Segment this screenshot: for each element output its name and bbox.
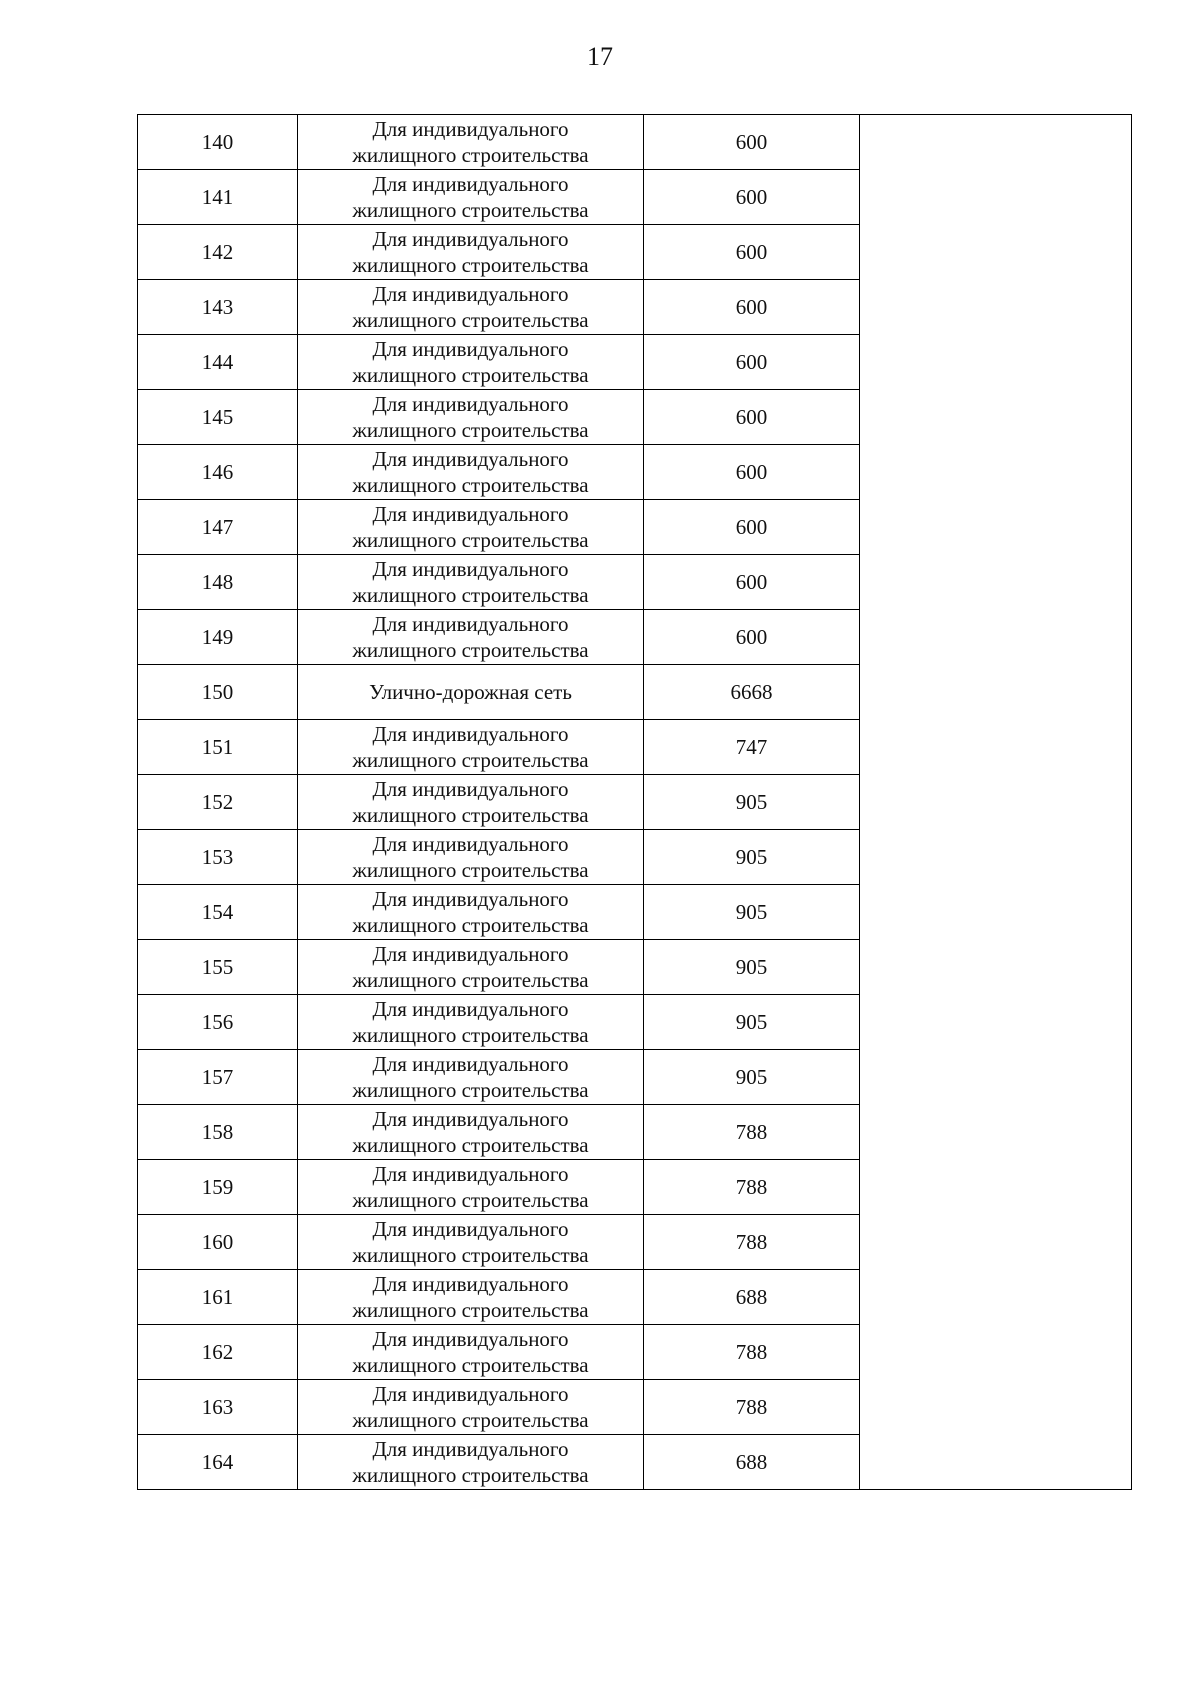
plot-number-cell: 163 (138, 1380, 298, 1435)
permitted-use-line: жилищного строительства (352, 803, 589, 827)
permitted-use-line: жилищного строительства (352, 913, 589, 937)
table-row (138, 115, 1132, 170)
permitted-use-line: жилищного строительства (352, 1188, 589, 1212)
permitted-use-line: жилищного строительства (352, 308, 589, 332)
area-cell: 600 (644, 500, 860, 555)
area-cell: 905 (644, 940, 860, 995)
permitted-use-cell (298, 1215, 644, 1270)
plot-number-cell: 153 (138, 830, 298, 885)
permitted-use-line: Для индивидуального (372, 172, 569, 196)
permitted-use-line: жилищного строительства (352, 198, 589, 222)
permitted-use-line: Для индивидуального (372, 337, 569, 361)
permitted-use-cell (298, 335, 644, 390)
permitted-use-line: жилищного строительства (352, 1133, 589, 1157)
plot-number-cell: 147 (138, 500, 298, 555)
plot-number-cell: 145 (138, 390, 298, 445)
page-number: 17 (587, 42, 613, 71)
notes-cell (860, 115, 1132, 1490)
plot-number-cell: 144 (138, 335, 298, 390)
plot-number-cell: 148 (138, 555, 298, 610)
permitted-use-cell (298, 995, 644, 1050)
plot-number-cell: 146 (138, 445, 298, 500)
permitted-use-cell (298, 1380, 644, 1435)
plot-number-cell: 151 (138, 720, 298, 775)
permitted-use-cell (298, 775, 644, 830)
table-body (138, 115, 1132, 1490)
permitted-use-cell (298, 940, 644, 995)
plot-number-cell: 158 (138, 1105, 298, 1160)
plot-number-cell: 152 (138, 775, 298, 830)
plot-number-cell: 154 (138, 885, 298, 940)
area-cell: 600 (644, 115, 860, 170)
permitted-use-line: Для индивидуального (372, 612, 569, 636)
permitted-use-line: Для индивидуального (372, 942, 569, 966)
plot-number-cell: 157 (138, 1050, 298, 1105)
plot-number-cell: 150 (138, 665, 298, 720)
area-cell: 788 (644, 1160, 860, 1215)
permitted-use-line: жилищного строительства (352, 473, 589, 497)
area-cell: 600 (644, 225, 860, 280)
permitted-use-line: Для индивидуального (372, 392, 569, 416)
area-cell: 905 (644, 1050, 860, 1105)
permitted-use-line: Для индивидуального (372, 1217, 569, 1241)
permitted-use-cell (298, 885, 644, 940)
permitted-use-cell (298, 390, 644, 445)
permitted-use-line: Для индивидуального (372, 997, 569, 1021)
permitted-use-line: Для индивидуального (372, 1107, 569, 1131)
permitted-use-cell (298, 1435, 644, 1490)
area-cell: 747 (644, 720, 860, 775)
permitted-use-line: Для индивидуального (372, 117, 569, 141)
permitted-use-line: жилищного строительства (352, 1298, 589, 1322)
permitted-use-cell (298, 445, 644, 500)
area-cell: 600 (644, 170, 860, 225)
area-cell: 600 (644, 335, 860, 390)
permitted-use-line: жилищного строительства (352, 583, 589, 607)
permitted-use-line: Для индивидуального (372, 1327, 569, 1351)
permitted-use-line: Улично-дорожная сеть (369, 680, 572, 704)
permitted-use-line: жилищного строительства (352, 363, 589, 387)
plot-number-cell: 155 (138, 940, 298, 995)
area-cell: 905 (644, 885, 860, 940)
permitted-use-line: Для индивидуального (372, 227, 569, 251)
permitted-use-cell (298, 225, 644, 280)
permitted-use-line: Для индивидуального (372, 777, 569, 801)
permitted-use-cell (298, 280, 644, 335)
permitted-use-line: Для индивидуального (372, 447, 569, 471)
permitted-use-cell (298, 500, 644, 555)
permitted-use-line: жилищного строительства (352, 253, 589, 277)
permitted-use-cell (298, 610, 644, 665)
permitted-use-line: жилищного строительства (352, 1078, 589, 1102)
plot-number-cell: 140 (138, 115, 298, 170)
permitted-use-cell (298, 1270, 644, 1325)
permitted-use-line: жилищного строительства (352, 748, 589, 772)
permitted-use-line: Для индивидуального (372, 1437, 569, 1461)
plot-number-cell: 156 (138, 995, 298, 1050)
permitted-use-line: жилищного строительства (352, 1243, 589, 1267)
permitted-use-line: Для индивидуального (372, 502, 569, 526)
permitted-use-line: жилищного строительства (352, 968, 589, 992)
area-cell: 788 (644, 1215, 860, 1270)
area-cell: 905 (644, 995, 860, 1050)
permitted-use-cell (298, 1105, 644, 1160)
area-cell: 600 (644, 610, 860, 665)
area-cell: 600 (644, 280, 860, 335)
permitted-use-cell (298, 1160, 644, 1215)
area-cell: 788 (644, 1380, 860, 1435)
permitted-use-cell (298, 1325, 644, 1380)
plot-number-cell: 162 (138, 1325, 298, 1380)
permitted-use-line: жилищного строительства (352, 1408, 589, 1432)
area-cell: 688 (644, 1270, 860, 1325)
area-cell: 688 (644, 1435, 860, 1490)
area-cell: 6668 (644, 665, 860, 720)
permitted-use-line: жилищного строительства (352, 143, 589, 167)
permitted-use-cell (298, 115, 644, 170)
permitted-use-cell (298, 1050, 644, 1105)
permitted-use-line: Для индивидуального (372, 1052, 569, 1076)
permitted-use-cell (298, 830, 644, 885)
plot-number-cell: 160 (138, 1215, 298, 1270)
permitted-use-line: Для индивидуального (372, 722, 569, 746)
plot-number-cell: 141 (138, 170, 298, 225)
permitted-use-line: жилищного строительства (352, 858, 589, 882)
permitted-use-cell (298, 555, 644, 610)
area-cell: 788 (644, 1105, 860, 1160)
permitted-use-line: Для индивидуального (372, 887, 569, 911)
area-cell: 905 (644, 830, 860, 885)
plot-number-cell: 159 (138, 1160, 298, 1215)
plot-number-cell: 164 (138, 1435, 298, 1490)
permitted-use-line: жилищного строительства (352, 1023, 589, 1047)
permitted-use-line: Для индивидуального (372, 1272, 569, 1296)
area-cell: 905 (644, 775, 860, 830)
area-cell: 600 (644, 390, 860, 445)
plot-number-cell: 142 (138, 225, 298, 280)
permitted-use-cell (298, 170, 644, 225)
permitted-use-cell (298, 720, 644, 775)
permitted-use-line: жилищного строительства (352, 418, 589, 442)
permitted-use-line: Для индивидуального (372, 832, 569, 856)
area-cell: 600 (644, 555, 860, 610)
area-cell: 788 (644, 1325, 860, 1380)
plot-number-cell: 143 (138, 280, 298, 335)
permitted-use-line: Для индивидуального (372, 557, 569, 581)
permitted-use-line: Для индивидуального (372, 1382, 569, 1406)
permitted-use-line: жилищного строительства (352, 1353, 589, 1377)
permitted-use-line: жилищного строительства (352, 638, 589, 662)
land-plots-table (137, 114, 1132, 1490)
permitted-use-line: Для индивидуального (372, 1162, 569, 1186)
plot-number-cell: 161 (138, 1270, 298, 1325)
permitted-use-line: Для индивидуального (372, 282, 569, 306)
permitted-use-cell (298, 665, 644, 720)
plot-number-cell: 149 (138, 610, 298, 665)
permitted-use-line: жилищного строительства (352, 1463, 589, 1487)
area-cell: 600 (644, 445, 860, 500)
permitted-use-line: жилищного строительства (352, 528, 589, 552)
